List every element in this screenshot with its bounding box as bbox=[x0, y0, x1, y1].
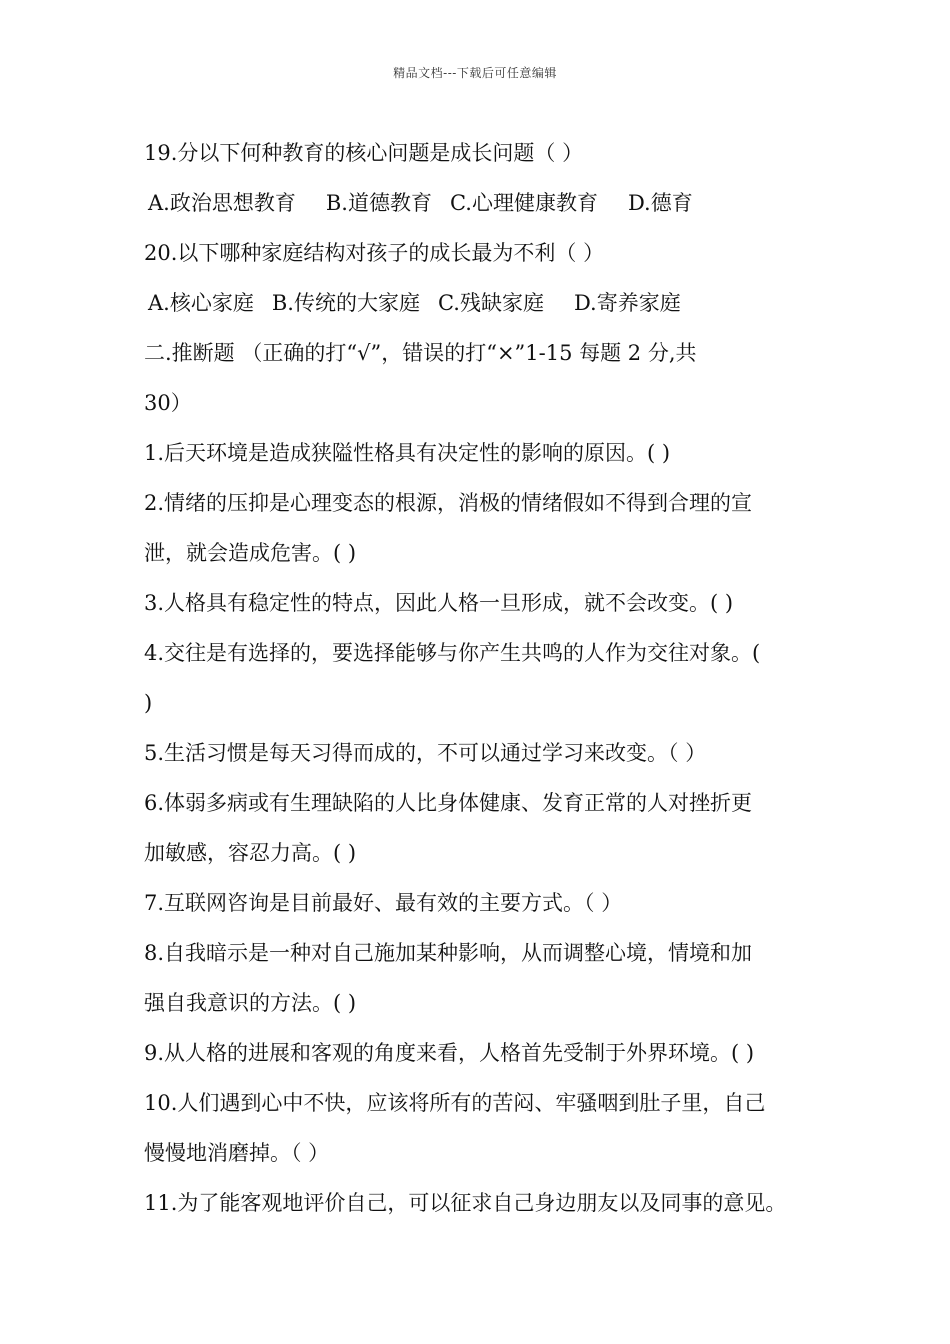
judgment-item-6-continued: 加敏感，容忍力高。( ) bbox=[144, 841, 357, 865]
judgment-item-11: 11.为了能客观地评价自己，可以征求自己身边朋友以及同事的意见。 bbox=[144, 1191, 787, 1215]
judgment-item-5: 5.生活习惯是每天习得而成的，不可以通过学习来改变。（ ） bbox=[144, 741, 707, 765]
judgment-item-1: 1.后天环境是造成狭隘性格具有决定性的影响的原因。( ) bbox=[144, 441, 671, 465]
judgment-item-2: 2.情绪的压抑是心理变态的根源，消极的情绪假如不得到合理的宣 bbox=[144, 491, 753, 515]
judgment-item-8: 8.自我暗示是一种对自己施加某种影响，从而调整心境，情境和加 bbox=[144, 941, 753, 965]
document-body bbox=[144, 128, 834, 1228]
judgment-item-8-continued: 强自我意识的方法。( ) bbox=[144, 991, 357, 1015]
option-d: D.寄养家庭 bbox=[573, 291, 681, 315]
judgment-item-9: 9.从人格的进展和客观的角度来看，人格首先受制于外界环境。( ) bbox=[144, 1041, 755, 1065]
option-c: C.残缺家庭 bbox=[437, 291, 544, 315]
question-20-options bbox=[144, 278, 834, 328]
judgment-item-4-continued: ) bbox=[144, 691, 153, 715]
judgment-item-10: 10.人们遇到心中不快，应该将所有的苦闷、牢骚咽到肚子里，自己 bbox=[144, 1091, 766, 1115]
question-19: 19.分以下何种教育的核心问题是成长问题（ ） bbox=[144, 141, 584, 165]
judgment-item-6: 6.体弱多病或有生理缺陷的人比身体健康、发育正常的人对挫折更 bbox=[144, 791, 753, 815]
option-c: C.心理健康教育 bbox=[449, 191, 598, 215]
option-b: B.传统的大家庭 bbox=[271, 291, 420, 315]
judgment-item-4: 4.交往是有选择的，要选择能够与你产生共鸣的人作为交往对象。( bbox=[144, 641, 761, 665]
judgment-item-3: 3.人格具有稳定性的特点，因此人格一旦形成，就不会改变。( ) bbox=[144, 591, 734, 615]
question-20: 20.以下哪种家庭结构对孩子的成长最为不利（ ） bbox=[144, 241, 605, 265]
judgment-item-10-continued: 慢慢地消磨掉。（ ） bbox=[144, 1141, 330, 1165]
option-a: A.政治思想教育 bbox=[148, 191, 296, 215]
option-b: B.道德教育 bbox=[325, 191, 432, 215]
option-d: D.德育 bbox=[627, 191, 693, 215]
question-19-options bbox=[144, 178, 834, 228]
section-title: 二.推断题 （正确的打“√”，错误的打“×”1-15 每题 2 分,共 bbox=[144, 341, 697, 365]
judgment-item-2-continued: 泄，就会造成危害。( ) bbox=[144, 541, 357, 565]
section-title-continued: 30） bbox=[144, 391, 192, 415]
page-header: 精品文档---下载后可任意编辑 bbox=[393, 66, 557, 80]
judgment-item-7: 7.互联网咨询是目前最好、最有效的主要方式。（ ） bbox=[144, 891, 623, 915]
option-a: A.核心家庭 bbox=[148, 291, 254, 315]
